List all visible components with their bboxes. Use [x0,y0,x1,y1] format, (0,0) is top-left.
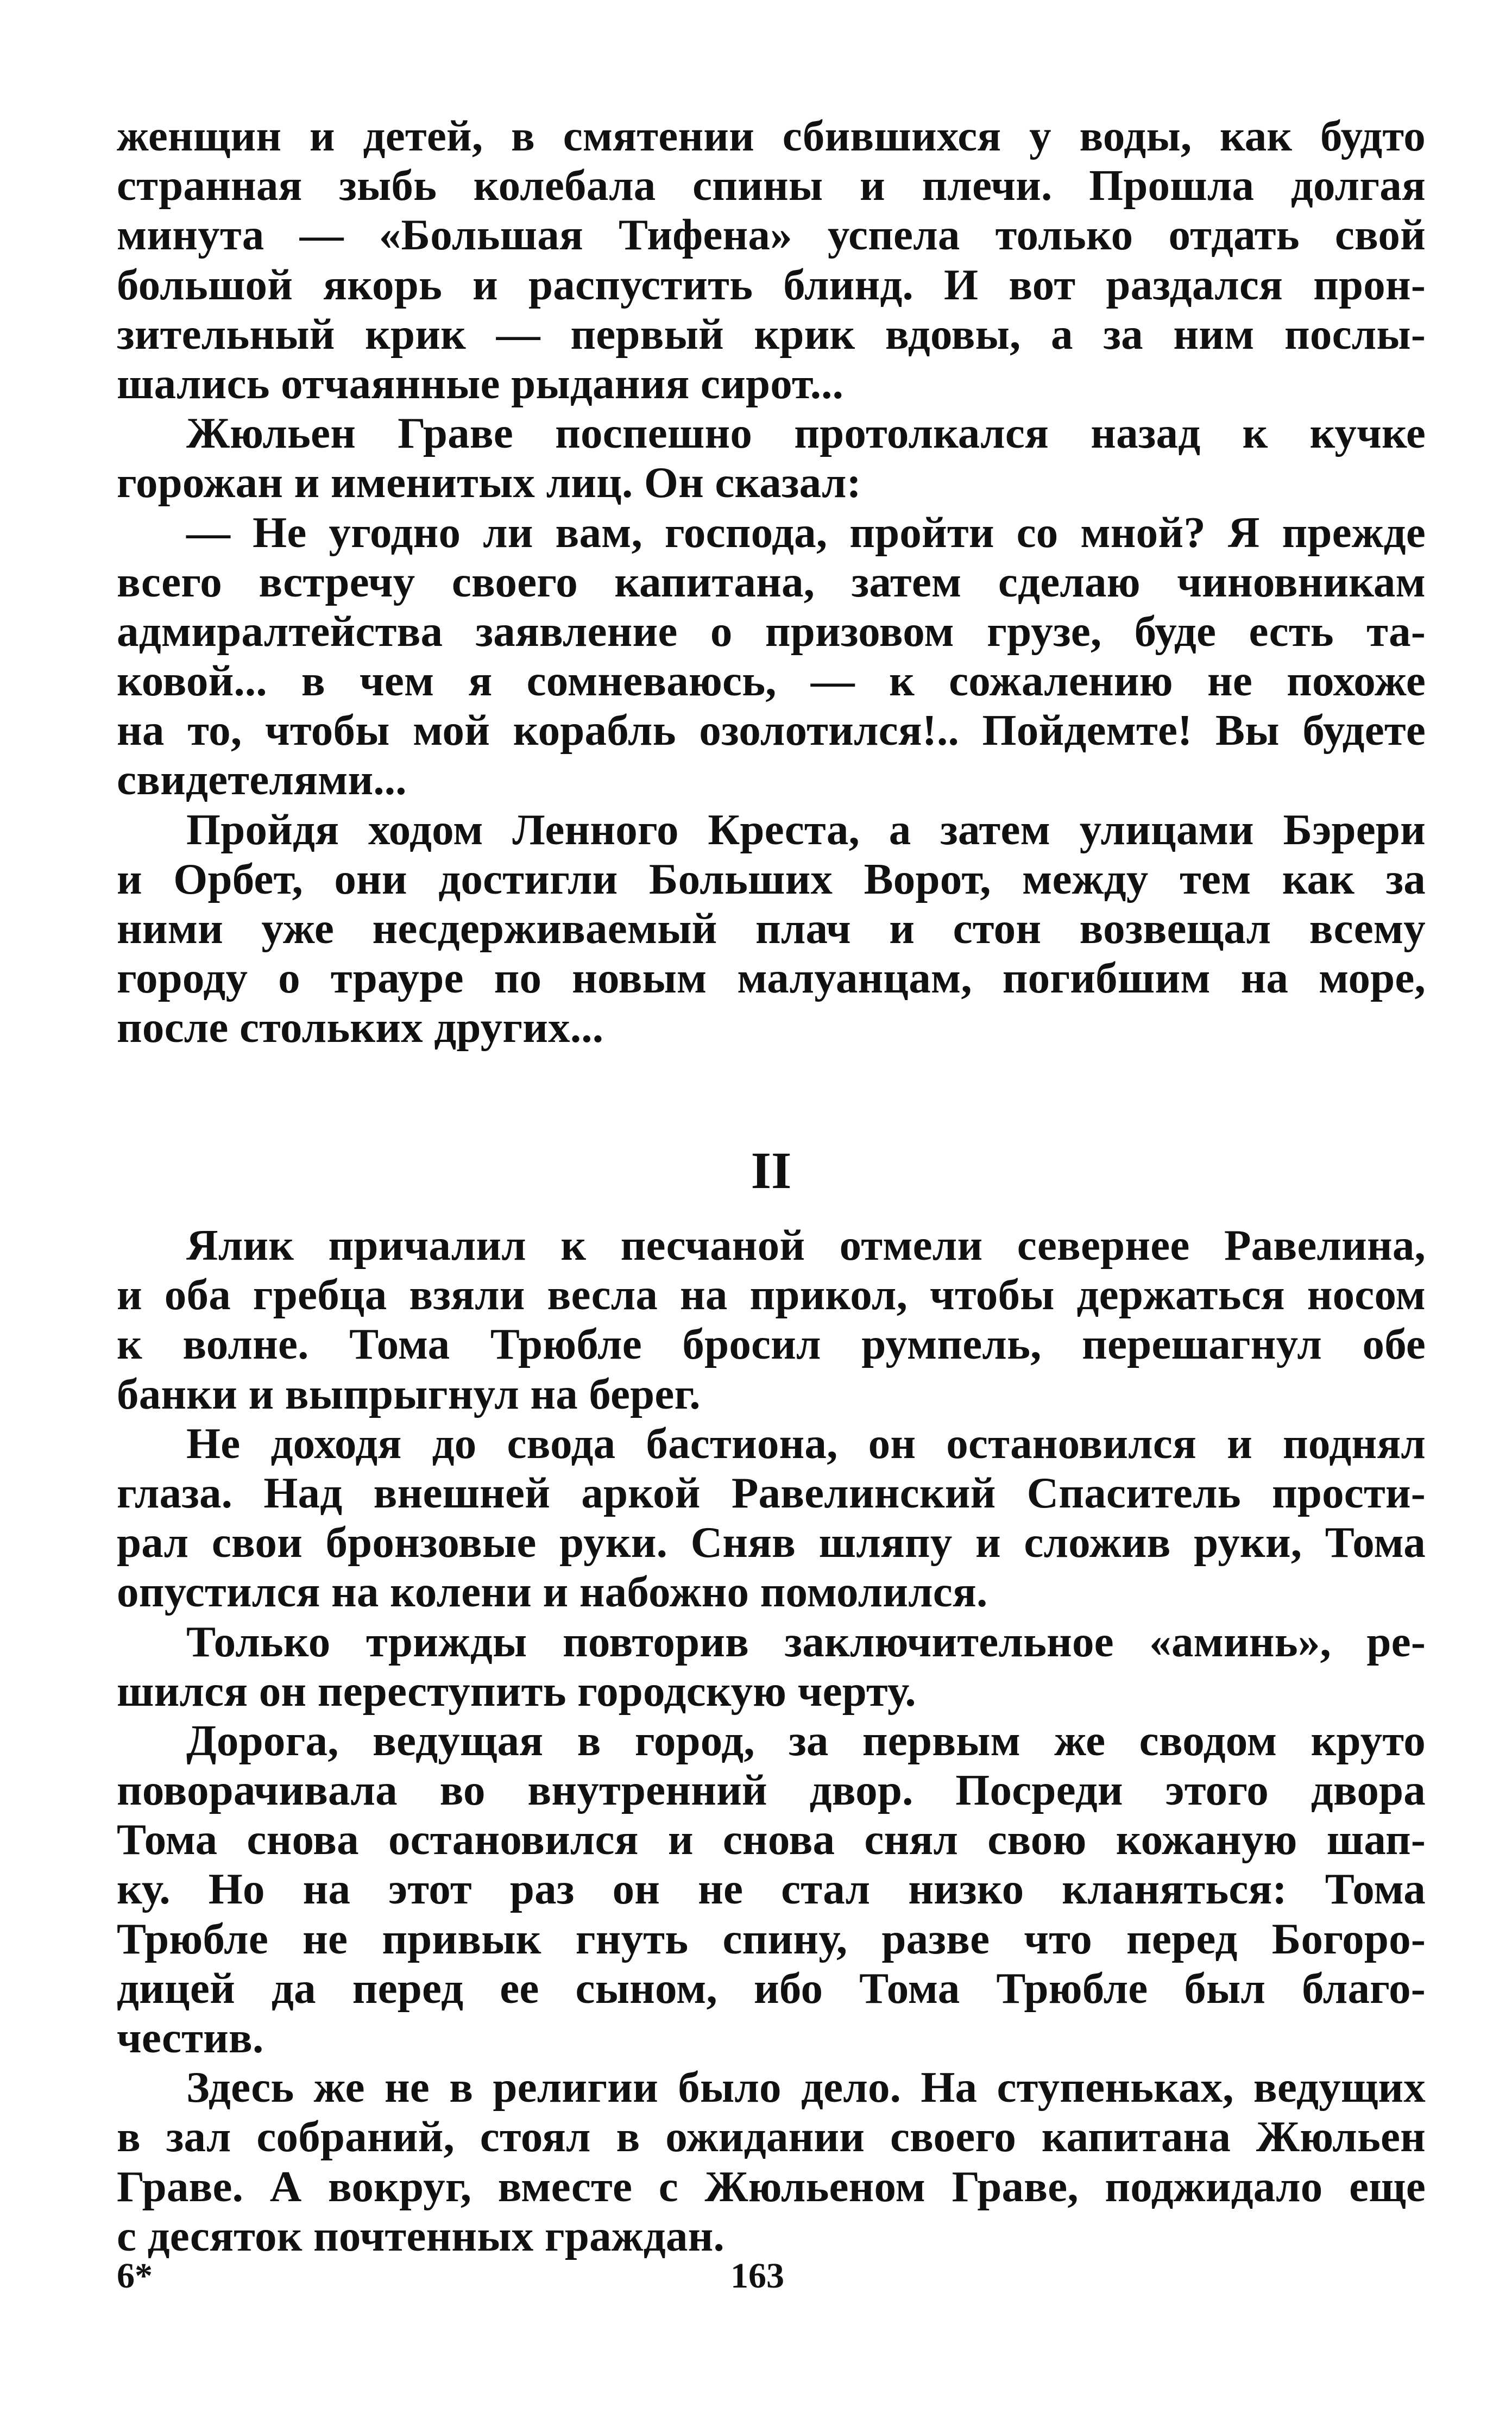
text-line: поворачивала во внутренний двор. Посреди этого двора [117,1765,1426,1815]
text-line: к волне. Тома Трюбле бросил румпель, перешагнул обе [117,1320,1426,1369]
text-line: ними уже несдерживаемый плач и стон возвещал всему [117,904,1426,953]
text-block-one [117,111,1426,1053]
text-line: ковой... в чем я сомневаюсь, — к сожалению не похоже [117,656,1426,706]
text-line: городу о трауре по новым малуанцам, погибшим на море, [117,953,1426,1003]
text-line: и оба гребца взяли весла на прикол, чтобы держаться носом [117,1270,1426,1320]
text-line: женщин и детей, в смятении сбившихся у воды, как будто [117,111,1426,160]
text-line: всего встречу своего капитана, затем сделаю чиновникам [117,557,1426,606]
text-line: шались отчаянные рыдания сирот... [117,359,844,408]
text-line: большой якорь и распустить блинд. И вот раздался прон- [117,260,1426,309]
text-line: ку. Но на этот раз он не стал низко кланяться: Тома [117,1864,1426,1914]
text-line: Здесь же не в религии было дело. На ступеньках, ведущих [186,2063,1426,2112]
text-line: глаза. Над внешней аркой Равелинский Спаситель прости- [117,1468,1426,1517]
text-line: Не доходя до свода бастиона, он остановился и поднял [186,1418,1426,1468]
text-line: Трюбле не привык гнуть спину, разве что перед Богоро- [117,1914,1426,1963]
text-line: минута — «Большая Тифена» успела только отдать свой [117,210,1426,260]
text-line: странная зыбь колебала спины и плечи. Прошла долгая [117,161,1426,210]
text-line: рал свои бронзовые руки. Сняв шляпу и сложив руки, Тома [117,1518,1426,1567]
text-line: свидетелями... [117,755,407,805]
text-line: на то, чтобы мой корабль озолотился!.. Пойдемте! Вы будете [117,706,1426,755]
text-line: шился он переступить городскую черту. [117,1666,916,1716]
text-line: Жюльен Граве поспешно протолкался назад к кучке [186,409,1426,458]
text-line: Граве. А вокруг, вместе с Жюльеном Граве, поджидало еще [117,2162,1426,2211]
text-line: — Не угодно ли вам, господа, пройти со мной? Я прежде [186,507,1426,557]
text-block-two [117,1221,1426,2261]
text-line: и Орбет, они достигли Больших Ворот, между тем как за [117,854,1426,903]
page-number: 163 [730,2256,784,2296]
text-line: адмиралтейства заявление о призовом грузе, буде есть та- [117,606,1426,656]
signature-mark: 6* [117,2256,153,2296]
text-line: Дорога, ведущая в город, за первым же сводом круто [186,1716,1426,1765]
text-line: Пройдя ходом Ленного Креста, а затем улицами Бэрери [186,805,1426,854]
text-line: Только трижды повторив заключительное «аминь», ре- [186,1617,1426,1666]
chapter-heading: II [751,1141,792,1199]
text-line: горожан и именитых лиц. Он сказал: [117,458,861,507]
text-line: Ялик причалил к песчаной отмели севернее Равелина, [186,1221,1426,1270]
text-line: дицей да перед ее сыном, ибо Тома Трюбле был благо- [117,1963,1426,2013]
text-line: с десяток почтенных граждан. [117,2211,724,2260]
book-page [117,111,1426,2355]
text-line: банки и выпрыгнул на берег. [117,1369,701,1418]
text-line: зительный крик — первый крик вдовы, а за ним послы- [117,309,1426,359]
text-line: в зал собраний, стоял в ожидании своего капитана Жюльен [117,2112,1426,2162]
text-line: Тома снова остановился и снова снял свою кожаную шап- [117,1815,1426,1864]
text-line: опустился на колени и набожно помолился. [117,1567,988,1617]
text-line: честив. [117,2013,264,2062]
text-line: после стольких других... [117,1003,604,1052]
